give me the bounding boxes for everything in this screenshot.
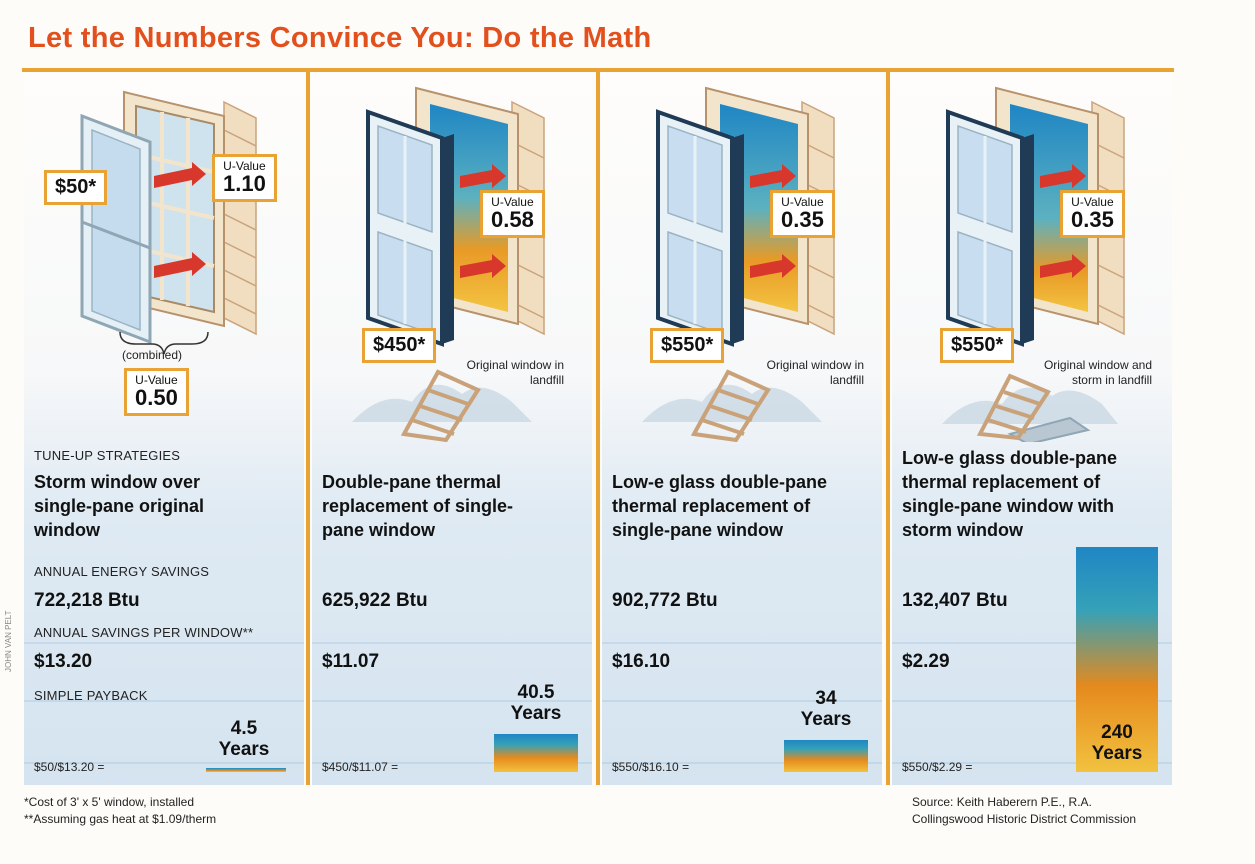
payback-number: 40.5 [517,682,555,703]
payback-unit: Years [800,709,852,730]
column-double-pane [312,72,592,785]
payback-unit: Years [510,703,562,724]
combined-label: (combined) [122,348,183,362]
strategy-text: Low-e glass double-pane thermal replacement of single-pane window with storm window [902,448,1118,540]
landfill-note: Original window and storm in landfill [1043,358,1152,387]
payback-years-text [204,718,284,760]
payback-number: 4.5 [230,718,258,739]
source [912,794,1136,828]
column-divider [596,72,600,785]
energy-savings-value: 902,772 Btu [612,590,718,611]
footnote-cost: *Cost of 3' x 5' window, installed [24,795,195,809]
u-value-label: U-Value [1071,195,1114,209]
footnote-gas: **Assuming gas heat at $1.09/therm [24,812,217,826]
column-low-e [602,72,882,785]
payback-formula: $550/$2.29 = [902,760,973,774]
payback-bar [206,768,286,772]
simple-payback-label: SIMPLE PAYBACK [34,688,148,703]
u-value-label: U-Value [223,159,266,173]
tune-up-label: TUNE-UP STRATEGIES [34,448,181,463]
source-line-2: Collingswood Historic District Commission [912,812,1137,826]
payback-number: 34 [815,688,837,709]
savings-per-window-value: $2.29 [902,651,950,672]
strategy-text: Storm window over single-pane original window [34,472,205,540]
savings-per-window-label: ANNUAL SAVINGS PER WINDOW** [34,625,254,640]
column-low-e-storm [892,72,1172,785]
u-value-label: U-Value [135,373,178,387]
u-value-box [212,154,277,202]
column-divider [886,72,890,785]
u-value-number: 0.35 [1071,207,1114,232]
payback-formula: $450/$11.07 = [322,760,399,774]
strategy-text: Low-e glass double-pane thermal replacement of single-pane window [612,472,828,540]
savings-per-window-value: $11.07 [322,651,380,672]
payback-unit: Years [1091,743,1143,764]
energy-savings-label: ANNUAL ENERGY SAVINGS [34,564,210,579]
u-value-number: 0.58 [491,207,534,232]
energy-savings-value: 132,407 Btu [902,590,1008,611]
payback-years-text [784,688,868,730]
u-value-label: U-Value [491,195,534,209]
u-value-number: 1.10 [223,171,266,196]
footnotes [24,794,216,828]
payback-unit: Years [218,739,270,760]
energy-savings-value: 625,922 Btu [322,590,428,611]
u-value-number: 0.35 [781,207,824,232]
cost-tag: $450* [362,328,436,363]
payback-years-text [494,682,578,724]
landfill-note: Original window in landfill [766,358,864,387]
payback-bar [784,740,868,772]
combined-u-value-box [124,368,189,416]
illustrator-credit: JOHN VAN PELT [4,610,13,672]
payback-formula: $50/$13.20 = [34,760,105,774]
u-value-number: 0.50 [135,385,178,410]
payback-number: 240 [1101,722,1133,743]
cost-tag: $550* [650,328,724,363]
payback-formula: $550/$16.10 = [612,760,690,774]
payback-years-text [1076,722,1158,764]
cost-tag: $550* [940,328,1014,363]
landfill-note: Original window in landfill [466,358,564,387]
cost-tag: $50* [44,170,107,205]
payback-bar [494,734,578,772]
savings-per-window-value: $13.20 [34,651,93,672]
strategy-text: Double-pane thermal replacement of single-pane window [322,472,514,540]
column-divider [306,72,310,785]
u-value-box [770,190,835,238]
source-line-1: Source: Keith Haberern P.E., R.A. [912,795,1092,809]
column-storm-window [24,72,304,785]
u-value-box [1060,190,1125,238]
page-title: Let the Numbers Convince You: Do the Math [28,22,652,54]
u-value-box [480,190,545,238]
energy-savings-value: 722,218 Btu [34,590,140,611]
savings-per-window-value: $16.10 [612,651,671,672]
u-value-label: U-Value [781,195,824,209]
